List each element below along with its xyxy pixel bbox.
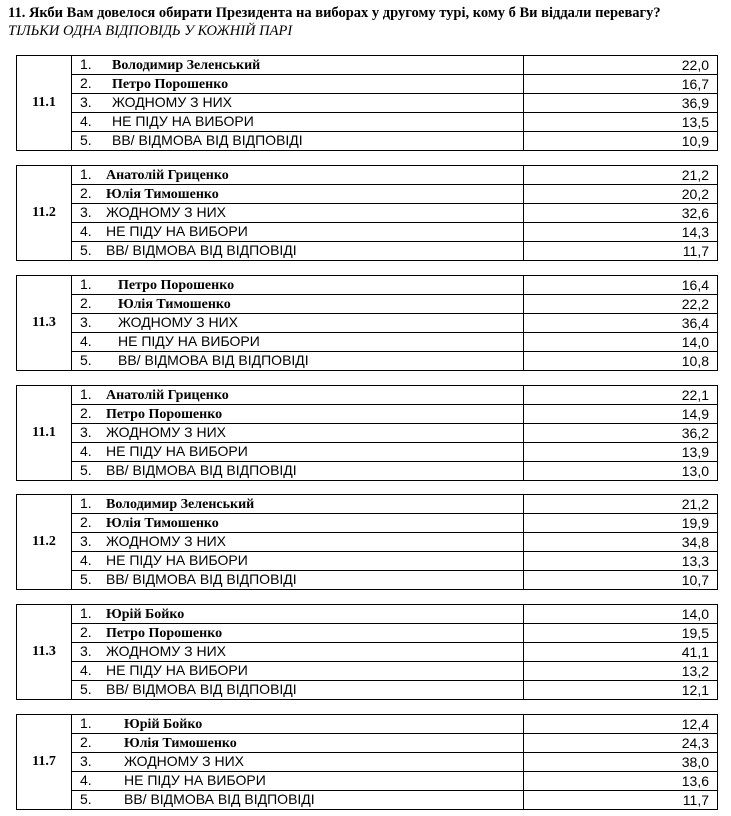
percent-value: 22,1 (524, 386, 718, 405)
option-number: 2. (80, 295, 92, 311)
option-label: Анатолій Гриценко (106, 388, 229, 403)
option-number: 1. (80, 605, 92, 621)
option-number: 4. (80, 443, 92, 459)
question-title: 11. Якби Вам довелося обирати Президента на виборах у другому турі, кому б Ви віддали перевагу? (8, 5, 661, 21)
option-number: 3. (80, 643, 92, 659)
option-number: 2. (80, 734, 92, 750)
option-cell (72, 295, 524, 314)
option-number: 3. (80, 94, 92, 110)
table-row (17, 605, 718, 624)
option-cell (72, 204, 524, 223)
pair-id: 11.2 (17, 166, 72, 261)
percent-value: 34,8 (524, 533, 718, 552)
option-number: 3. (80, 753, 92, 769)
percent-value: 38,0 (524, 753, 718, 772)
option-number: 5. (80, 242, 92, 258)
percent-value: 14,0 (524, 333, 718, 352)
option-number: 1. (80, 166, 92, 182)
option-label: Юлія Тимошенко (118, 297, 231, 312)
table-row (17, 533, 718, 552)
option-label: НЕ ПІДУ НА ВИБОРИ (118, 333, 260, 349)
percent-value: 14,3 (524, 223, 718, 242)
option-cell (72, 132, 524, 151)
percent-value: 11,7 (524, 791, 718, 810)
option-label: НЕ ПІДУ НА ВИБОРИ (124, 772, 266, 788)
table-row (17, 514, 718, 533)
option-number: 2. (80, 185, 92, 201)
option-label: НЕ ПІДУ НА ВИБОРИ (106, 443, 248, 459)
option-cell (72, 75, 524, 94)
percent-value: 13,0 (524, 462, 718, 481)
option-number: 1. (80, 276, 92, 292)
option-label: ЖОДНОМУ З НИХ (106, 424, 226, 440)
option-cell (72, 681, 524, 700)
option-cell (72, 495, 524, 514)
table-row (17, 571, 718, 590)
table-row (17, 624, 718, 643)
option-label: Юрій Бойко (106, 607, 185, 622)
option-cell (72, 624, 524, 643)
table-row (17, 223, 718, 242)
percent-value: 14,9 (524, 405, 718, 424)
option-cell (72, 533, 524, 552)
percent-value: 13,3 (524, 552, 718, 571)
pair-id: 11.3 (17, 605, 72, 700)
option-label: ВВ/ ВІДМОВА ВІД ВІДПОВІДІ (112, 132, 303, 148)
option-label: ВВ/ ВІДМОВА ВІД ВІДПОВІДІ (106, 242, 297, 258)
option-label: Петро Порошенко (106, 407, 223, 422)
table-row (17, 734, 718, 753)
table-row (17, 753, 718, 772)
percent-value: 13,5 (524, 113, 718, 132)
option-label: ВВ/ ВІДМОВА ВІД ВІДПОВІДІ (106, 571, 297, 587)
option-number: 4. (80, 113, 92, 129)
option-number: 3. (80, 204, 92, 220)
option-number: 4. (80, 662, 92, 678)
option-cell (72, 314, 524, 333)
pair-id: 11.3 (17, 276, 72, 371)
percent-value: 14,0 (524, 605, 718, 624)
percent-value: 13,2 (524, 662, 718, 681)
option-cell (72, 424, 524, 443)
option-label: Володимир Зеленський (106, 497, 255, 512)
option-label: ЖОДНОМУ З НИХ (106, 643, 226, 659)
percent-value: 36,9 (524, 94, 718, 113)
table-row (17, 276, 718, 295)
percent-value: 12,1 (524, 681, 718, 700)
percent-value: 22,2 (524, 295, 718, 314)
table-row (17, 204, 718, 223)
option-number: 3. (80, 314, 92, 330)
option-number: 5. (80, 681, 92, 697)
option-cell (72, 94, 524, 113)
percent-value: 36,4 (524, 314, 718, 333)
percent-value: 21,2 (524, 166, 718, 185)
option-cell (72, 791, 524, 810)
table-row (17, 791, 718, 810)
percent-value: 20,2 (524, 185, 718, 204)
option-label: НЕ ПІДУ НА ВИБОРИ (112, 113, 254, 129)
option-label: НЕ ПІДУ НА ВИБОРИ (106, 662, 248, 678)
percent-value: 11,7 (524, 242, 718, 261)
percent-value: 16,4 (524, 276, 718, 295)
percent-value: 13,6 (524, 772, 718, 791)
table-row (17, 405, 718, 424)
table-row (17, 295, 718, 314)
option-label: НЕ ПІДУ НА ВИБОРИ (106, 552, 248, 568)
option-label: Володимир Зеленський (112, 58, 261, 73)
option-cell (72, 772, 524, 791)
pair-id: 11.2 (17, 495, 72, 590)
option-cell (72, 571, 524, 590)
option-cell (72, 113, 524, 132)
option-number: 1. (80, 715, 92, 731)
answer-table (16, 385, 718, 481)
percent-value: 41,1 (524, 643, 718, 662)
table-row (17, 386, 718, 405)
percent-value: 21,2 (524, 495, 718, 514)
option-cell (72, 223, 524, 242)
table-row (17, 424, 718, 443)
option-number: 4. (80, 333, 92, 349)
option-label: ЖОДНОМУ З НИХ (118, 314, 238, 330)
option-cell (72, 715, 524, 734)
option-cell (72, 185, 524, 204)
option-number: 5. (80, 791, 92, 807)
option-cell (72, 242, 524, 261)
option-number: 1. (80, 386, 92, 402)
percent-value: 13,9 (524, 443, 718, 462)
option-cell (72, 734, 524, 753)
table-row (17, 495, 718, 514)
table-row (17, 333, 718, 352)
table-row (17, 552, 718, 571)
option-number: 5. (80, 352, 92, 368)
option-number: 2. (80, 624, 92, 640)
answer-table (16, 275, 718, 371)
option-label: ЖОДНОМУ З НИХ (112, 94, 232, 110)
percent-value: 19,9 (524, 514, 718, 533)
answer-table (16, 604, 718, 700)
table-row (17, 643, 718, 662)
option-cell (72, 514, 524, 533)
percent-value: 19,5 (524, 624, 718, 643)
table-row (17, 166, 718, 185)
option-label: Юлія Тимошенко (106, 516, 219, 531)
option-label: ВВ/ ВІДМОВА ВІД ВІДПОВІДІ (106, 462, 297, 478)
percent-value: 24,3 (524, 734, 718, 753)
percent-value: 10,9 (524, 132, 718, 151)
option-cell (72, 462, 524, 481)
option-cell (72, 753, 524, 772)
option-number: 2. (80, 514, 92, 530)
percent-value: 32,6 (524, 204, 718, 223)
option-number: 5. (80, 462, 92, 478)
table-row (17, 75, 718, 94)
option-number: 4. (80, 772, 92, 788)
option-label: НЕ ПІДУ НА ВИБОРИ (106, 223, 248, 239)
table-row (17, 443, 718, 462)
option-label: ВВ/ ВІДМОВА ВІД ВІДПОВІДІ (118, 352, 309, 368)
option-cell (72, 443, 524, 462)
table-row (17, 352, 718, 371)
option-label: Анатолій Гриценко (106, 168, 229, 183)
percent-value: 22,0 (524, 56, 718, 75)
option-cell (72, 333, 524, 352)
option-label: ВВ/ ВІДМОВА ВІД ВІДПОВІДІ (124, 791, 315, 807)
table-row (17, 56, 718, 75)
option-number: 3. (80, 533, 92, 549)
table-row (17, 132, 718, 151)
table-row (17, 772, 718, 791)
option-cell (72, 605, 524, 624)
option-label: ЖОДНОМУ З НИХ (106, 533, 226, 549)
answer-table (16, 714, 718, 810)
option-cell (72, 276, 524, 295)
option-cell (72, 552, 524, 571)
percent-value: 10,7 (524, 571, 718, 590)
option-label: Юлія Тимошенко (106, 187, 219, 202)
option-number: 4. (80, 223, 92, 239)
table-row (17, 681, 718, 700)
table-row (17, 715, 718, 734)
answer-table (16, 494, 718, 590)
answer-table (16, 55, 718, 151)
option-label: ЖОДНОМУ З НИХ (106, 204, 226, 220)
question-instruction: ТІЛЬКИ ОДНА ВІДПОВІДЬ У КОЖНІЙ ПАРІ (8, 23, 293, 39)
question-header (8, 4, 723, 40)
option-label: Петро Порошенко (118, 278, 235, 293)
option-number: 4. (80, 552, 92, 568)
option-label: ЖОДНОМУ З НИХ (124, 753, 244, 769)
table-row (17, 185, 718, 204)
option-cell (72, 662, 524, 681)
option-number: 5. (80, 132, 92, 148)
table-row (17, 242, 718, 261)
option-number: 2. (80, 75, 92, 91)
option-number: 1. (80, 495, 92, 511)
option-label: Юрій Бойко (124, 717, 203, 732)
option-cell (72, 56, 524, 75)
option-label: Юлія Тимошенко (124, 736, 237, 751)
option-cell (72, 386, 524, 405)
answer-table (16, 165, 718, 261)
table-row (17, 314, 718, 333)
percent-value: 16,7 (524, 75, 718, 94)
option-number: 3. (80, 424, 92, 440)
percent-value: 10,8 (524, 352, 718, 371)
pair-id: 11.7 (17, 715, 72, 810)
option-number: 2. (80, 405, 92, 421)
table-row (17, 94, 718, 113)
option-label: Петро Порошенко (106, 626, 223, 641)
option-cell (72, 643, 524, 662)
table-row (17, 113, 718, 132)
option-cell (72, 352, 524, 371)
percent-value: 36,2 (524, 424, 718, 443)
option-cell (72, 166, 524, 185)
table-row (17, 462, 718, 481)
option-number: 5. (80, 571, 92, 587)
percent-value: 12,4 (524, 715, 718, 734)
option-label: Петро Порошенко (112, 77, 229, 92)
option-label: ВВ/ ВІДМОВА ВІД ВІДПОВІДІ (106, 681, 297, 697)
table-row (17, 662, 718, 681)
option-cell (72, 405, 524, 424)
pair-id: 11.1 (17, 56, 72, 151)
option-number: 1. (80, 56, 92, 72)
pair-id: 11.1 (17, 386, 72, 481)
